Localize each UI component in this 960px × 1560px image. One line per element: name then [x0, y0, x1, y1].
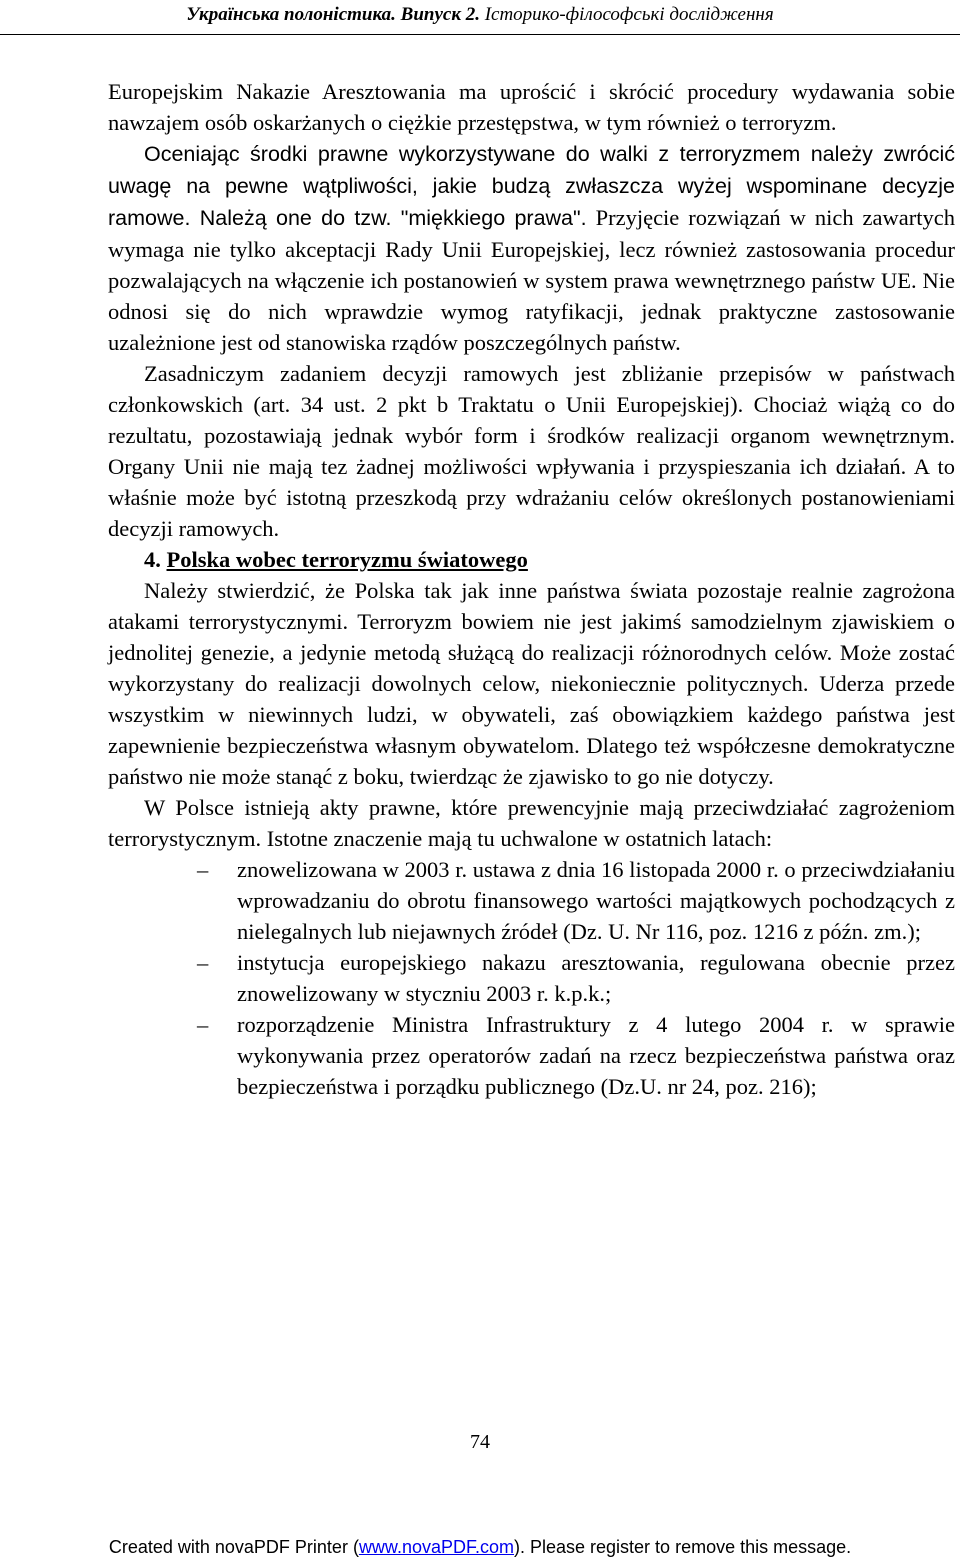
list-item-text: instytucja europejskiego nakazu aresztowania, regulowana obecnie przez znowelizowany w styczniu 2003 r. k.p.k.;: [237, 950, 955, 1006]
section-number: 4.: [144, 547, 161, 572]
novapdf-link[interactable]: www.novaPDF.com: [358, 1537, 514, 1557]
paragraph-soft-law: [108, 138, 955, 358]
paragraph-framework-decisions: Zasadniczym zadaniem decyzji ramowych jest zbliżanie przepisów w państwach członkowskich (art. 34 ust. 2 pkt b Traktatu o Unii Europejskiej). Chociaż wiążą co do rezultatu, pozostawiają jednak wybór form i środków realizacji organom wewnętrznym. Organy Unii nie mają tez żadnej możliwości wpływania i przyspieszania ich działań. A to właśnie może być istotną przeszkodą przy wdrażaniu celów określonych postanowieniami decyzji ramowych.: [108, 361, 955, 541]
running-header: [0, 4, 960, 26]
footer-prefix: Created with novaPDF Printer (: [108, 1537, 359, 1557]
paragraph-poland-threat: Należy stwierdzić, że Polska tak jak inne państwa świata pozostaje realnie zagrożona atakami terrorystycznymi. Terroryzm bowiem nie jest jakimś samodzielnym zjawiskiem o jednolitej genezie, a jedynie metodą służącą do realizacji różnorodnych celów. Może zostać wykorzystany do realizacji dowolnych celow, niekoniecznie politycznych. Uderza przede wszystkim w niewinnych ludzi, w obywateli, zaś obowiązkiem każdego państwa jest zapewnienie bezpieczeństwa własnym obywatelom. Dlatego też współczesne demokratyczne państwo nie może stanąć z boku, twierdząc że zjawisko to go nie dotyczy.: [108, 578, 955, 789]
footer-suffix: ). Please register to remove this message.: [514, 1537, 852, 1557]
paragraph-soft-law-intro: Oceniając środki prawne wykorzystywane do walki z terroryzmem należy zwrócić uwagę na pewne wątpliwości, jakie budzą zwłaszcza wyżej wspominane decyzje ramowe. Należą one do tzw. "miękkiego prawa".: [108, 142, 955, 230]
page-body: [108, 76, 955, 1102]
page-number: 74: [470, 1431, 490, 1453]
pdf-printer-footer: [0, 1537, 960, 1558]
list-item: [197, 947, 955, 1009]
dash-bullet: –: [197, 1012, 209, 1037]
legal-acts-list: [108, 854, 955, 1102]
list-item: [197, 854, 955, 947]
section-title: Polska wobec terroryzmu światowego: [166, 547, 528, 572]
dash-bullet: –: [197, 857, 209, 882]
journal-section: Історико-філософські дослідження: [484, 4, 774, 25]
section-heading: [108, 544, 955, 575]
list-item-text: znowelizowana w 2003 r. ustawa z dnia 16 listopada 2000 r. o przeciwdziałaniu wprowadzaniu do obrotu finansowego wartości majątkowych pochodzących z nielegalnych lub niejawnych źródeł (Dz. U. Nr 116, poz. 1216 z późn. zm.);: [237, 857, 955, 944]
header-rule: [0, 34, 960, 35]
paragraph-continuation: Europejskim Nakazie Aresztowania ma uprościć i skrócić procedury wydawania sobie nawzajem osób oskarżanych o ciężkie przestępstwa, w tym również o terroryzm.: [108, 79, 955, 135]
paragraph-soft-law-rest: Przyjęcie rozwiązań w nich zawartych wymaga nie tylko akceptacji Rady Unii Europejskiej, lecz również zastosowania procedur pozwalających na włączenie ich postanowień w system prawa wewnętrznego państw UE. Nie odnosi się do nich wprawdzie wymog ratyfikacji, jednak praktyczne zastosowanie uzależnione jest od stanowiska rządów poszczególnych państw.: [108, 205, 955, 355]
paragraph-legal-acts: W Polsce istnieją akty prawne, które prewencyjnie mają przeciwdziałać zagrożeniom terrorystycznym. Istotne znaczenie mają tu uchwalone w ostatnich latach:: [108, 795, 955, 851]
list-item: [197, 1009, 955, 1102]
list-item-text: rozporządzenie Ministra Infrastruktury z 4 lutego 2004 r. w sprawie wykonywania przez operatorów zadań na rzecz bezpieczeństwa państwa oraz bezpieczeństwa i porządku publicznego (Dz.U. nr 24, poz. 216);: [237, 1012, 955, 1099]
journal-title: Українська полоністика. Випуск 2.: [186, 4, 480, 25]
dash-bullet: –: [197, 950, 209, 975]
